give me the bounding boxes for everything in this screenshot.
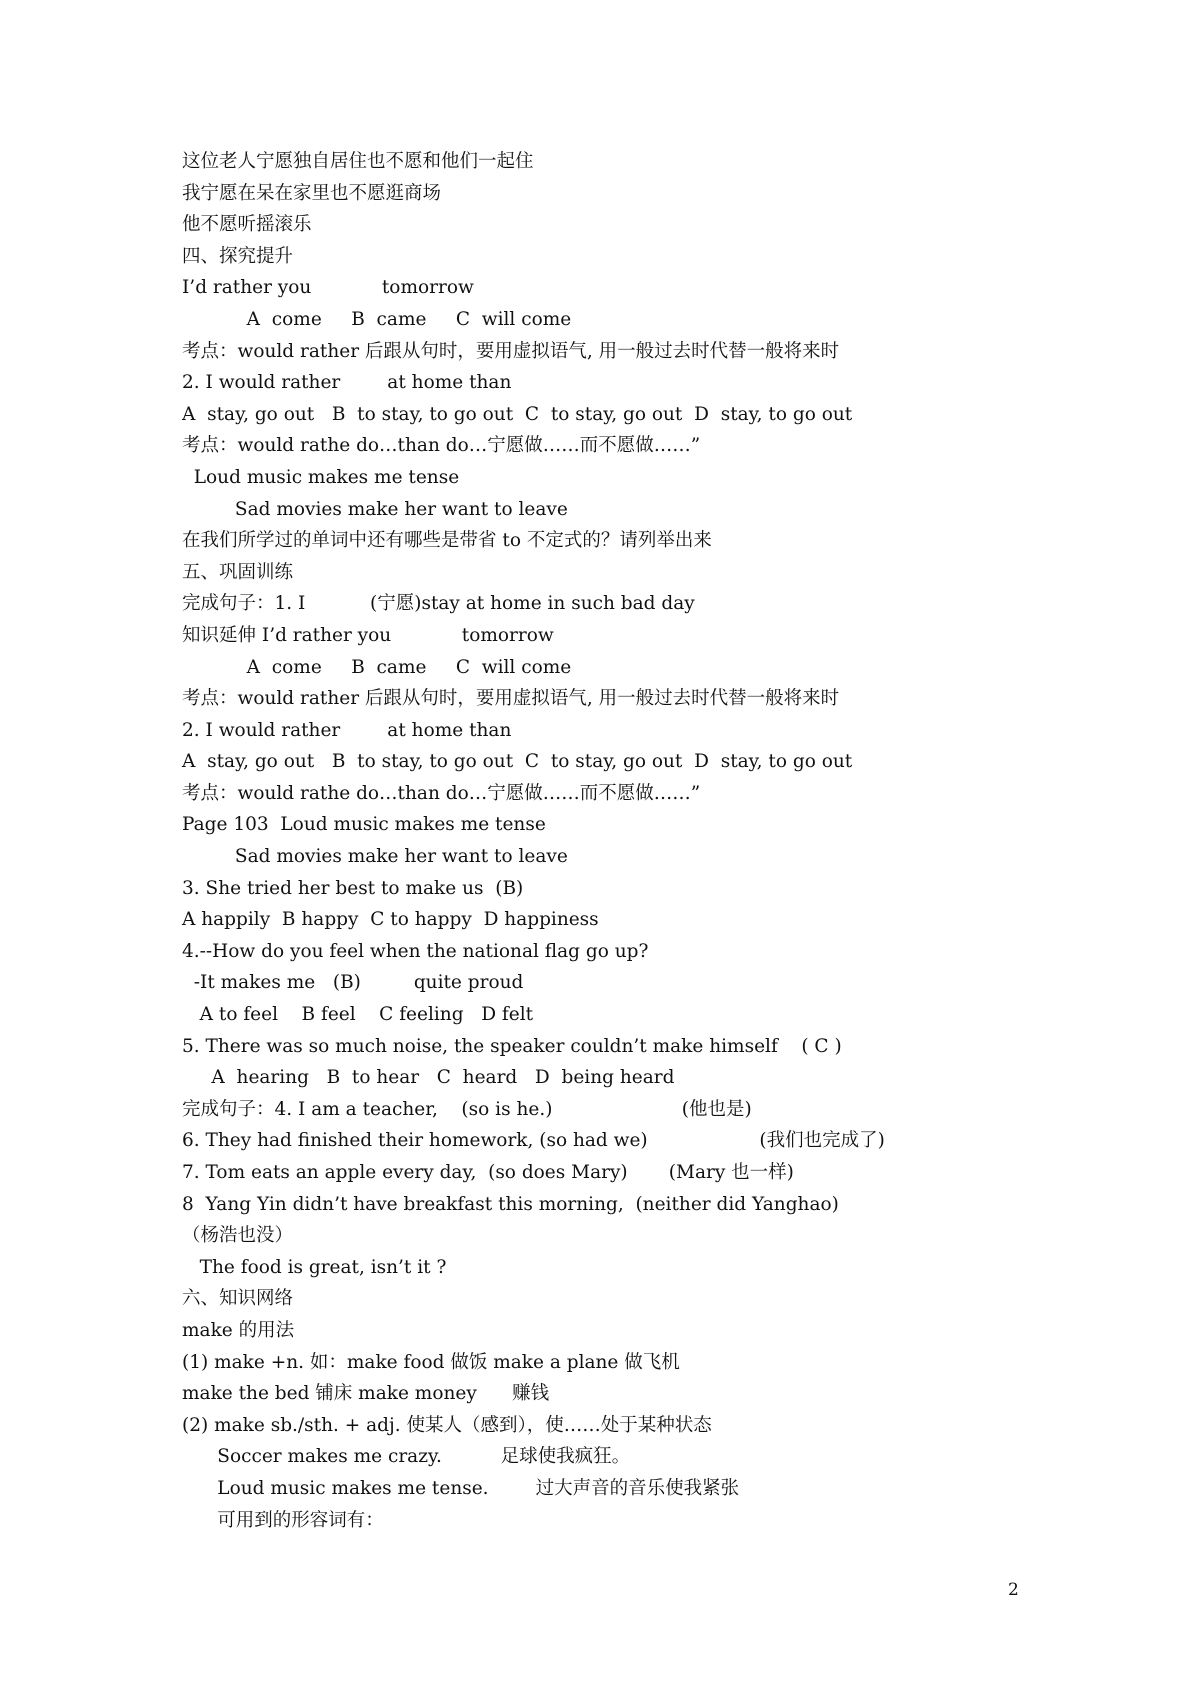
text-line: (1) make +n. 如：make food 做饭 make a plane 做飞机 [182,1351,680,1373]
text-line: 2. I would rather at home than [182,719,512,741]
text-line: 2. I would rather at home than [182,372,512,394]
text-line: 知识延伸 I’d rather you tomorrow [182,624,554,646]
text-line: A stay, go out B to stay, to go out C to stay, go out D stay, to go out [182,403,853,425]
text-line: 他不愿听摇滚乐 [182,214,312,236]
text-line: A come B came C will come [182,656,572,678]
text-line: Loud music makes me tense. 过大声音的音乐使我紧张 [182,1477,740,1499]
section-heading: 五、巩固训练 [182,561,294,583]
text-line: 6. They had finished their homework, (so had we) (我们也完成了) [182,1130,885,1152]
text-line: The food is great, isn’t it ? [182,1256,447,1278]
text-line: Loud music makes me tense [182,466,460,488]
text-line: Page 103 Loud music makes me tense [182,814,546,836]
text-line: I’d rather you tomorrow [182,277,474,299]
text-line: 完成句子：1. I (宁愿)stay at home in such bad day [182,593,695,615]
text-line: 考点：would rather 后跟从句时，要用虚拟语气, 用一般过去时代替一般将来时 [182,340,840,362]
text-line: 完成句子：4. I am a teacher, (so is he.) (他也是) [182,1098,752,1120]
text-line: (2) make sb./sth. + adj. 使某人（感到），使……处于某种状态 [182,1414,712,1436]
text-line: 8 Yang Yin didn’t have breakfast this morning, (neither did Yanghao) [182,1193,839,1215]
text-line: make 的用法 [182,1319,295,1341]
text-line: A happily B happy C to happy D happiness [182,909,599,931]
text-line: 在我们所学过的单词中还有哪些是带省 to 不定式的？请列举出来 [182,530,712,552]
text-line: make the bed 铺床 make money 赚钱 [182,1383,550,1405]
text-line: A to feel B feel C feeling D felt [182,1004,534,1026]
section-heading: 六、知识网络 [182,1288,294,1310]
text-line: Sad movies make her want to leave [182,846,568,868]
page-number: 2 [1008,1580,1019,1600]
text-line: A come B came C will come [182,308,572,330]
text-line: （杨浩也没） [182,1225,294,1247]
text-line: 这位老人宁愿独自居住也不愿和他们一起住 [182,151,534,172]
text-line: -It makes me (B) quite proud [182,972,524,994]
text-line: 考点：would rathe do…than do…宁愿做……而不愿做……” [182,435,701,457]
text-line: 可用到的形容词有： [182,1509,384,1531]
text-line: 我宁愿在呆在家里也不愿逛商场 [182,182,442,204]
text-line: Soccer makes me crazy. 足球使我疯狂。 [182,1446,631,1468]
text-line: 考点：would rather 后跟从句时，要用虚拟语气, 用一般过去时代替一般将来时 [182,688,840,710]
text-line: 4.--How do you feel when the national flag go up? [182,940,649,962]
section-heading: 四、探究提升 [182,245,294,267]
text-line: A hearing B to hear C heard D being heard [182,1067,675,1089]
text-line: 考点：would rathe do…than do…宁愿做……而不愿做……” [182,782,701,804]
text-line: 7. Tom eats an apple every day, (so does Mary) (Mary 也一样) [182,1162,794,1183]
text-line: 3. She tried her best to make us (B) [182,877,524,899]
text-line: A stay, go out B to stay, to go out C to stay, go out D stay, to go out [182,751,853,773]
text-line: Sad movies make her want to leave [182,498,568,520]
page-content [182,146,1032,1536]
text-line: 5. There was so much noise, the speaker couldn’t make himself ( C ) [182,1035,842,1057]
